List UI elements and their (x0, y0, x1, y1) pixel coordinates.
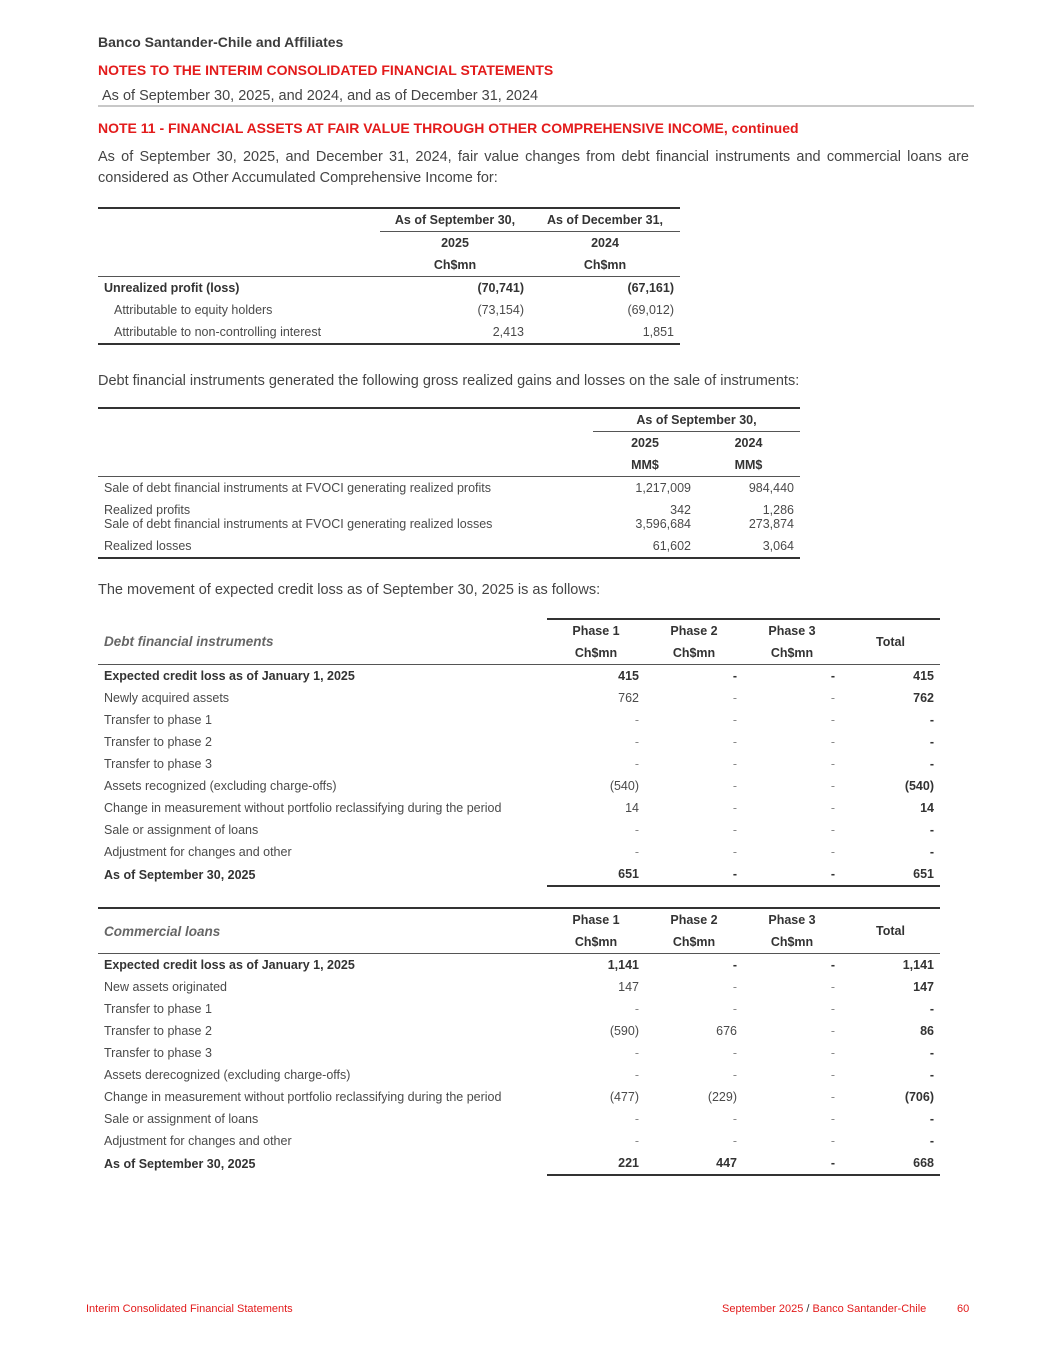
footer-separator: / (806, 1303, 810, 1315)
row-value-p2: - (732, 1112, 737, 1126)
col-unit: Ch$mn (547, 931, 645, 954)
row-value-p1: - (634, 1068, 639, 1082)
row-label: Transfer to phase 2 (104, 735, 212, 749)
row-value-p3: - (830, 1068, 835, 1082)
row-value-p3: - (830, 713, 835, 727)
row-value-p2: - (732, 958, 737, 972)
table-header-row (98, 232, 680, 255)
row-value: 1,217,009 (635, 481, 691, 495)
row-value-p2: - (732, 845, 737, 859)
table-row (98, 477, 800, 500)
row-value-p2: - (732, 735, 737, 749)
table-row (98, 517, 800, 535)
table-row (98, 1130, 940, 1152)
row-value-t: - (929, 1112, 934, 1126)
row-value-p2: (229) (707, 1090, 737, 1104)
row-value-p3: - (743, 863, 841, 886)
table-row (98, 819, 940, 841)
row-value-t: - (929, 845, 934, 859)
table-header-row (98, 908, 940, 931)
row-label: Attributable to non-controlling interest (98, 321, 380, 344)
row-label: Unrealized profit (loss) (104, 281, 240, 295)
col-head-dec: As of December 31, (530, 208, 680, 232)
row-value-t: - (929, 713, 934, 727)
row-label: Realized losses (98, 535, 593, 558)
row-value-p1: - (634, 757, 639, 771)
col-head-sep: As of September 30, (593, 408, 800, 432)
row-value-t: - (929, 1046, 934, 1060)
row-value-p3: - (830, 691, 835, 705)
col-phase1: Phase 1 (547, 908, 645, 931)
row-label: Transfer to phase 3 (104, 1046, 212, 1060)
table-row (98, 1108, 940, 1130)
row-value-p1: 221 (547, 1152, 645, 1175)
row-value-p3: - (830, 823, 835, 837)
table-row (98, 665, 940, 688)
row-value-p1: (540) (609, 779, 639, 793)
row-value-p2: - (732, 669, 737, 683)
table-row (98, 1042, 940, 1064)
table-header-row (98, 208, 680, 232)
row-label: Sale of debt financial instruments at FVOCI generating realized losses (104, 517, 493, 531)
row-label: Adjustment for changes and other (104, 845, 292, 859)
table-row (98, 954, 940, 977)
row-label: Realized profits (104, 503, 191, 517)
col-phase3: Phase 3 (743, 619, 841, 642)
row-value: 3,064 (697, 535, 800, 558)
table-row (98, 299, 680, 321)
row-value-p3: - (830, 669, 835, 683)
col-year: 2025 (631, 436, 659, 450)
row-value-p3: - (830, 958, 835, 972)
row-value-t: - (929, 823, 934, 837)
row-value-p1: 1,141 (607, 958, 639, 972)
row-label: Attributable to equity holders (114, 303, 273, 317)
row-value-t: - (929, 735, 934, 749)
row-value-t: 147 (913, 980, 934, 994)
table-header-row (98, 454, 800, 477)
row-label: Transfer to phase 3 (104, 757, 212, 771)
row-label: As of September 30, 2025 (104, 1156, 256, 1171)
row-value: 1,851 (530, 321, 680, 344)
table-row (98, 998, 940, 1020)
row-value-p2: - (732, 779, 737, 793)
row-value-p1: - (634, 845, 639, 859)
row-value-t: - (929, 1134, 934, 1148)
col-year: 2024 (591, 236, 619, 250)
row-label: Sale or assignment of loans (104, 823, 259, 837)
row-value: 3,596,684 (635, 517, 691, 531)
col-year: 2024 (734, 436, 763, 450)
row-label: Change in measurement without portfolio reclassifying during the period (104, 801, 502, 815)
row-value: 984,440 (748, 481, 794, 495)
row-value-p1: 415 (618, 669, 639, 683)
row-value-p3: - (830, 1024, 835, 1038)
table-row (98, 535, 800, 558)
row-label: Transfer to phase 2 (104, 1024, 212, 1038)
row-value-t: - (929, 1002, 934, 1016)
table-row (98, 709, 940, 731)
table-row (98, 1086, 940, 1108)
col-year: 2025 (441, 236, 469, 250)
row-value-p3: - (830, 757, 835, 771)
row-value: (67,161) (627, 281, 674, 295)
table-row (98, 1064, 940, 1086)
row-value-p2: 447 (645, 1152, 743, 1175)
row-value-t: 1,141 (902, 958, 934, 972)
table-row (98, 499, 800, 517)
row-value-p3: - (830, 1090, 835, 1104)
col-unit: Ch$mn (743, 642, 841, 665)
section-label: Commercial loans (98, 908, 547, 954)
col-unit: Ch$mn (380, 254, 530, 277)
row-label: Sale of debt financial instruments at FVOCI generating realized profits (104, 481, 492, 495)
row-value: (73,154) (477, 303, 524, 317)
col-phase3: Phase 3 (743, 908, 841, 931)
row-value-p1: - (634, 1002, 639, 1016)
row-value-t: 668 (841, 1152, 940, 1175)
col-unit: Ch$mn (743, 931, 841, 954)
col-head-sep: As of September 30, (380, 208, 530, 232)
col-phase2: Phase 2 (645, 908, 743, 931)
row-label: Expected credit loss as of January 1, 2025 (104, 958, 355, 972)
row-value: 61,602 (593, 535, 697, 558)
row-value: (70,741) (477, 281, 524, 295)
col-unit: Ch$mn (530, 254, 680, 277)
table-row (98, 687, 940, 709)
row-value-p1: - (634, 713, 639, 727)
row-label: Newly acquired assets (104, 691, 230, 705)
row-value-p2: - (732, 691, 737, 705)
col-unit: Ch$mn (645, 642, 743, 665)
table-header-row (98, 619, 940, 642)
row-value-t: 86 (920, 1024, 934, 1038)
note-title: NOTE 11 - FINANCIAL ASSETS AT FAIR VALUE THROUGH OTHER COMPREHENSIVE INCOME, continued (98, 120, 799, 136)
row-label: Change in measurement without portfolio reclassifying during the period (104, 1090, 502, 1104)
row-value-t: 762 (913, 691, 934, 705)
table-header-row (98, 408, 800, 432)
row-value-p2: 676 (716, 1024, 737, 1038)
row-value-p1: 651 (547, 863, 645, 886)
row-value-t: - (929, 757, 934, 771)
company-name: Banco Santander-Chile and Affiliates (98, 34, 344, 50)
as-of-subtitle: As of September 30, 2025, and 2024, and as of December 31, 2024 (102, 88, 539, 104)
row-value-p3: - (830, 1112, 835, 1126)
col-total: Total (841, 619, 940, 665)
table-row (98, 731, 940, 753)
ecl-commercial-table (98, 907, 940, 1176)
row-value-p2: - (732, 1046, 737, 1060)
row-value-t: 651 (841, 863, 940, 886)
row-value-p2: - (645, 863, 743, 886)
col-unit: Ch$mn (547, 642, 645, 665)
row-value-p3: - (830, 1002, 835, 1016)
note-intro: As of September 30, 2025, and December 31, 2024, fair value changes from debt financial instruments and commercial loans are considered as Other Accumulated Comprehensive Income for: (98, 149, 969, 186)
col-unit: Ch$mn (645, 931, 743, 954)
table-header-row (98, 254, 680, 277)
row-label: Transfer to phase 1 (104, 1002, 212, 1016)
row-value-p2: - (732, 801, 737, 815)
row-value-p3: - (743, 1152, 841, 1175)
footer-bank: Banco Santander-Chile (812, 1303, 927, 1315)
ecl-paragraph: The movement of expected credit loss as of September 30, 2025 is as follows: (98, 582, 601, 598)
row-value-t: 415 (913, 669, 934, 683)
row-value-p1: - (634, 823, 639, 837)
row-value-p1: - (634, 1046, 639, 1060)
row-value-p1: 14 (625, 801, 639, 815)
row-value-p2: - (732, 1002, 737, 1016)
row-label: Expected credit loss as of January 1, 2025 (104, 669, 355, 683)
row-label: Transfer to phase 1 (104, 713, 212, 727)
table-row (98, 753, 940, 775)
row-value-p3: - (830, 845, 835, 859)
row-value: 342 (670, 503, 691, 517)
row-label: Sale or assignment of loans (104, 1112, 259, 1126)
table-row (98, 277, 680, 300)
row-value: (69,012) (627, 303, 674, 317)
row-value-p1: (590) (609, 1024, 639, 1038)
row-label: Adjustment for changes and other (104, 1134, 292, 1148)
row-value-p1: 147 (618, 980, 639, 994)
row-value-p2: - (732, 713, 737, 727)
row-value-p1: 762 (618, 691, 639, 705)
row-value-p2: - (732, 757, 737, 771)
row-value-t: (706) (904, 1090, 934, 1104)
col-unit: MM$ (697, 454, 800, 477)
header-divider (98, 105, 974, 107)
col-unit: MM$ (593, 454, 697, 477)
realized-gains-table (98, 407, 800, 559)
row-value-p3: - (830, 1046, 835, 1060)
table-row (98, 841, 940, 863)
row-value-p2: - (732, 823, 737, 837)
row-value-p2: - (732, 980, 737, 994)
table-row (98, 976, 940, 998)
row-label: Assets derecognized (excluding charge-offs) (104, 1068, 351, 1082)
row-value-p2: - (732, 1068, 737, 1082)
ecl-debt-table (98, 618, 940, 887)
section-label: Debt financial instruments (98, 619, 547, 665)
page-number: 60 (957, 1303, 970, 1315)
row-value-p3: - (830, 779, 835, 793)
col-phase2: Phase 2 (645, 619, 743, 642)
realized-gains-paragraph: Debt financial instruments generated the following gross realized gains and losses on the sale of instruments: (98, 373, 800, 389)
row-value-p3: - (830, 980, 835, 994)
table-row (98, 775, 940, 797)
footer-date: September 2025 (722, 1303, 804, 1315)
row-value-t: 14 (920, 801, 934, 815)
row-value-p3: - (830, 735, 835, 749)
table-row (98, 321, 680, 344)
row-label: Assets recognized (excluding charge-offs) (104, 779, 337, 793)
row-label: As of September 30, 2025 (104, 867, 256, 882)
table-row (98, 1152, 940, 1175)
row-value: 273,874 (748, 517, 794, 531)
footer-left: Interim Consolidated Financial Statements (86, 1303, 293, 1315)
row-value: 1,286 (762, 503, 794, 517)
footer-right (722, 1303, 926, 1315)
table-row (98, 1020, 940, 1042)
row-value-p3: - (830, 1134, 835, 1148)
row-value-t: - (929, 1068, 934, 1082)
table-row (98, 797, 940, 819)
row-value-p1: (477) (609, 1090, 639, 1104)
row-value-p3: - (830, 801, 835, 815)
row-value-p1: - (634, 1134, 639, 1148)
row-value-p1: - (634, 735, 639, 749)
col-total: Total (841, 908, 940, 954)
table-header-row (98, 432, 800, 455)
row-value-t: (540) (904, 779, 934, 793)
row-value-p2: - (732, 1134, 737, 1148)
notes-title: NOTES TO THE INTERIM CONSOLIDATED FINANCIAL STATEMENTS (98, 62, 554, 78)
row-value-p1: - (634, 1112, 639, 1126)
row-value: 2,413 (380, 321, 530, 344)
oci-table (98, 207, 680, 345)
table-row (98, 863, 940, 886)
row-label: New assets originated (104, 980, 227, 994)
col-phase1: Phase 1 (547, 619, 645, 642)
